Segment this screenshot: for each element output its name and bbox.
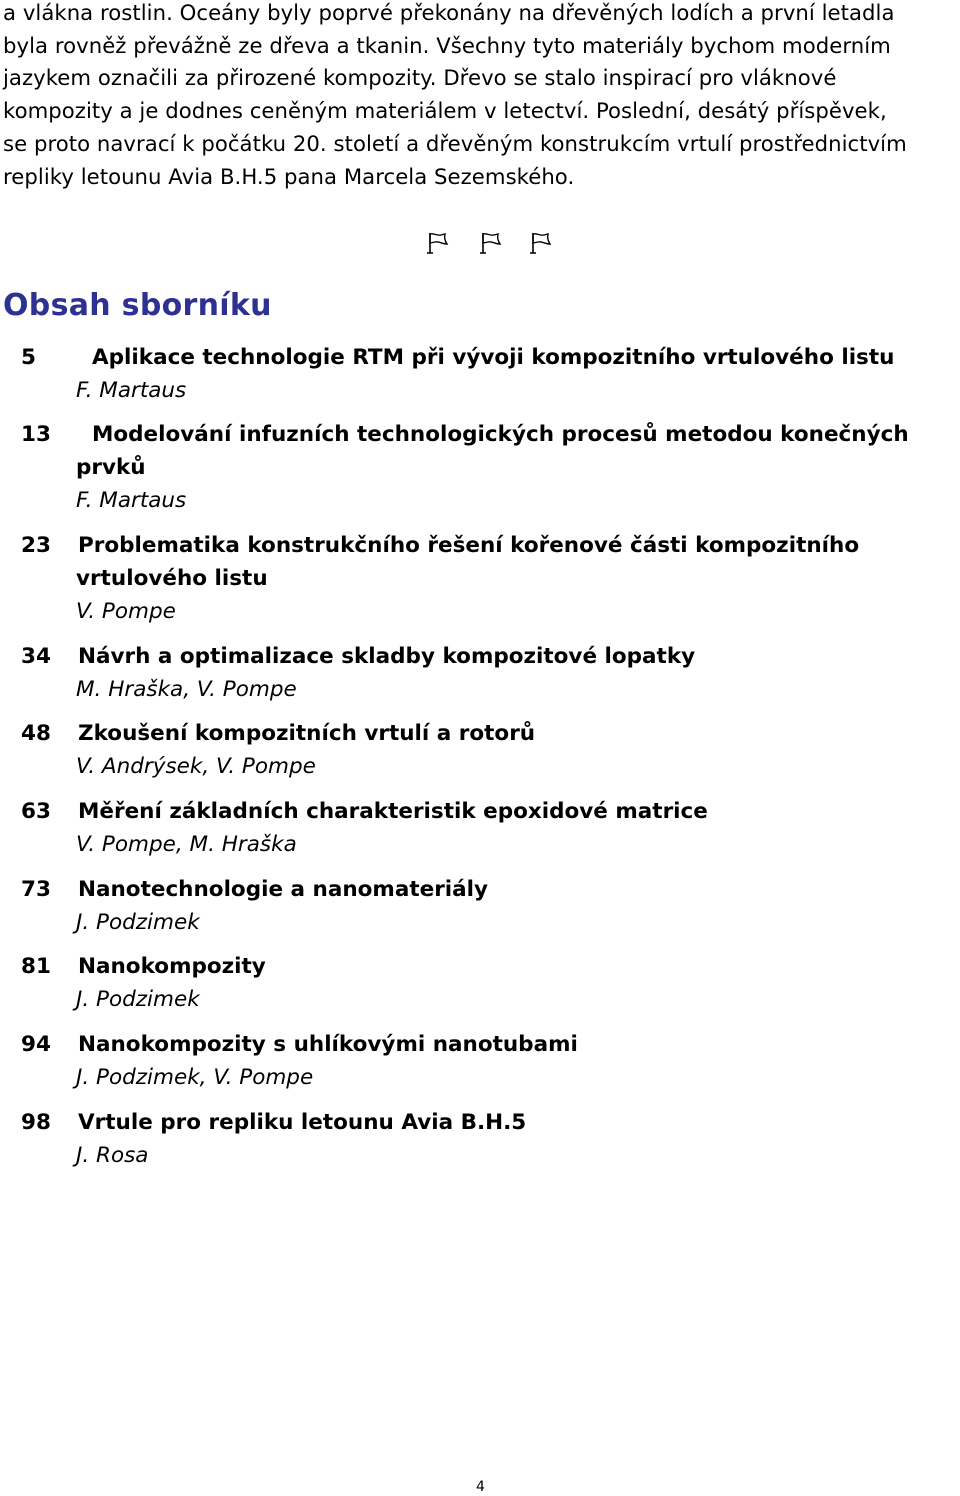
toc-page-number: 48 (21, 721, 51, 746)
toc-page-number: 94 (21, 1032, 51, 1057)
intro-line: jazykem označili za přirozené kompozity. Dřevo se stalo inspirací pro vláknové (3, 65, 837, 90)
page-number: 4 (476, 1479, 485, 1495)
toc-page-number: 63 (21, 799, 51, 824)
toc-title: Zkoušení kompozitních vrtulí a rotorů (78, 721, 536, 746)
flag-icon (425, 230, 451, 256)
intro-line: a vlákna rostlin. Oceány byly poprvé překonány na dřevěných lodích a první letadla (3, 0, 895, 25)
intro-line: se proto navrací k počátku 20. století a dřevěným konstrukcím vrtulí prostřednictvím (3, 131, 907, 156)
toc-title-continuation: prvků (76, 455, 146, 480)
toc-authors: J. Podzimek, V. Pompe (76, 1065, 314, 1090)
toc-title: Nanokompozity s uhlíkovými nanotubami (78, 1032, 578, 1057)
toc-title-continuation: vrtulového listu (76, 566, 268, 591)
toc-authors: V. Pompe, M. Hraška (76, 832, 297, 857)
intro-line: repliky letounu Avia B.H.5 pana Marcela Sezemského. (3, 164, 575, 189)
toc-page-number: 81 (21, 954, 51, 979)
toc-title: Nanotechnologie a nanomateriály (78, 877, 489, 902)
toc-page-number: 34 (21, 644, 51, 669)
toc-heading: Obsah sborníku (3, 288, 272, 323)
toc-title: Nanokompozity (78, 954, 266, 979)
toc-authors: J. Podzimek (76, 987, 200, 1012)
flag-icon (528, 230, 554, 256)
toc-authors: M. Hraška, V. Pompe (76, 677, 297, 702)
toc-page-number: 13 (21, 422, 51, 447)
toc-authors: J. Podzimek (76, 910, 200, 935)
toc-authors: V. Andrýsek, V. Pompe (76, 754, 316, 779)
toc-authors: J. Rosa (76, 1143, 149, 1168)
toc-authors: F. Martaus (76, 488, 187, 513)
toc-title: Návrh a optimalizace skladby kompozitové lopatky (78, 644, 696, 669)
toc-title: Měření základních charakteristik epoxidové matrice (78, 799, 708, 824)
intro-line: byla rovněž převážně ze dřeva a tkanin. Všechny tyto materiály bychom moderním (3, 33, 891, 58)
toc-page-number: 73 (21, 877, 51, 902)
toc-page-number: 23 (21, 533, 51, 558)
toc-page-number: 98 (21, 1110, 51, 1135)
toc-title: Problematika konstrukčního řešení kořenové části kompozitního (78, 533, 860, 558)
toc-authors: V. Pompe (76, 599, 176, 624)
toc-title: Aplikace technologie RTM při vývoji kompozitního vrtulového listu (92, 345, 895, 370)
toc-authors: F. Martaus (76, 378, 187, 403)
flag-icon (478, 230, 504, 256)
toc-page-number: 5 (21, 345, 36, 370)
toc-title: Vrtule pro repliku letounu Avia B.H.5 (78, 1110, 527, 1135)
intro-line: kompozity a je dodnes ceněným materiálem v letectví. Poslední, desátý příspěvek, (3, 98, 887, 123)
toc-title: Modelování infuzních technologických procesů metodou konečných (92, 422, 909, 447)
